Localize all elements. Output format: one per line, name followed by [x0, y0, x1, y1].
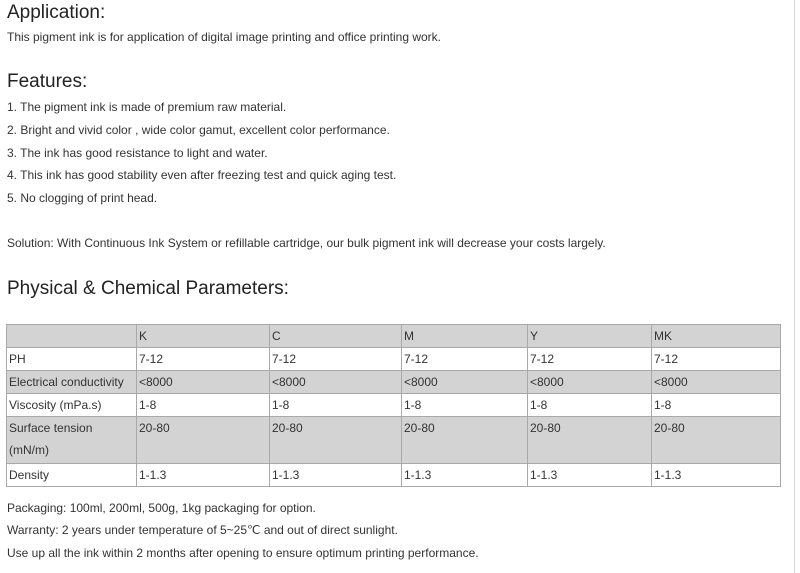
warranty-text: Warranty: 2 years under temperature of 5~25℃ and out of direct sunlight.	[7, 523, 398, 537]
table-cell: 20-80	[270, 417, 402, 464]
table-cell: 20-80	[137, 417, 270, 464]
usage-text: Use up all the ink within 2 months after opening to ensure optimum printing performance.	[7, 546, 479, 560]
table-row	[7, 417, 781, 464]
table-cell: <8000	[652, 371, 781, 394]
table-cell: 7-12	[137, 348, 270, 371]
table-cell: <8000	[402, 371, 528, 394]
table-header-row	[7, 325, 781, 348]
table-header-cell: K	[137, 325, 270, 348]
features-heading: Features:	[7, 71, 88, 92]
feature-item: 2. Bright and vivid color , wide color gamut, excellent color performance.	[7, 123, 390, 137]
table-row	[7, 394, 781, 417]
packaging-text: Packaging: 100ml, 200ml, 500g, 1kg packaging for option.	[7, 501, 316, 515]
parameters-table	[6, 324, 781, 487]
table-row-label: Viscosity (mPa.s)	[7, 394, 137, 417]
table-cell: 20-80	[528, 417, 652, 464]
table-row-label: Density	[7, 464, 137, 487]
table-header-cell: M	[402, 325, 528, 348]
table-header-cell	[7, 325, 137, 348]
table-row-label: Surface tension (mN/m)	[7, 417, 137, 464]
table-cell: <8000	[528, 371, 652, 394]
table-cell: 1-8	[528, 394, 652, 417]
application-heading: Application:	[7, 2, 106, 23]
table-cell: 7-12	[270, 348, 402, 371]
table-header-cell: C	[270, 325, 402, 348]
table-cell: <8000	[137, 371, 270, 394]
table-cell: 7-12	[652, 348, 781, 371]
table-header-cell: MK	[652, 325, 781, 348]
table-cell: 20-80	[402, 417, 528, 464]
feature-item: 5. No clogging of print head.	[7, 191, 158, 205]
table-cell: 20-80	[652, 417, 781, 464]
table-row	[7, 371, 781, 394]
table-row	[7, 348, 781, 371]
table-cell: <8000	[270, 371, 402, 394]
page-border	[794, 0, 795, 573]
table-cell: 1-8	[270, 394, 402, 417]
table-header-cell: Y	[528, 325, 652, 348]
solution-text: Solution: With Continuous Ink System or refillable cartridge, our bulk pigment ink will decrease your costs largely.	[7, 236, 606, 250]
table-cell: 1-8	[402, 394, 528, 417]
table-cell: 1-8	[652, 394, 781, 417]
feature-item: 4. This ink has good stability even after freezing test and quick aging test.	[7, 168, 397, 182]
table-cell: 1-8	[137, 394, 270, 417]
parameters-heading: Physical & Chemical Parameters:	[7, 278, 289, 299]
table-cell: 1-1.3	[528, 464, 652, 487]
table-cell: 1-1.3	[402, 464, 528, 487]
table-cell: 1-1.3	[270, 464, 402, 487]
table-row-label: PH	[7, 348, 137, 371]
table-cell: 1-1.3	[652, 464, 781, 487]
table-cell: 7-12	[528, 348, 652, 371]
application-text: This pigment ink is for application of digital image printing and office printing work.	[7, 30, 442, 44]
feature-item: 1. The pigment ink is made of premium raw material.	[7, 100, 287, 114]
feature-item: 3. The ink has good resistance to light and water.	[7, 146, 268, 160]
table-cell: 1-1.3	[137, 464, 270, 487]
table-row-label: Electrical conductivity	[7, 371, 137, 394]
table-row	[7, 464, 781, 487]
table-cell: 7-12	[402, 348, 528, 371]
